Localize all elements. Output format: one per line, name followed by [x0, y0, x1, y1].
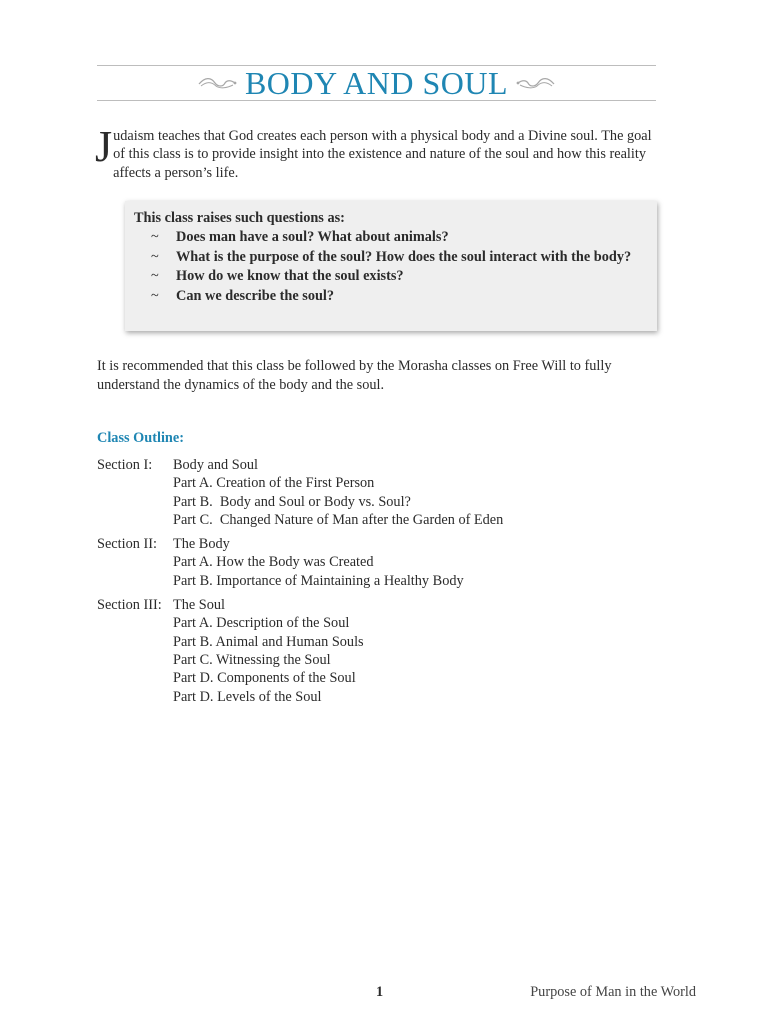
questions-intro: This class raises such questions as: — [134, 210, 345, 226]
page-number: 1 — [376, 984, 384, 1000]
tilde-bullet-icon: ~ — [151, 268, 159, 285]
outline-section-3 — [97, 596, 657, 706]
class-outline-heading: Class Outline: — [97, 430, 184, 446]
outline-part: Part C. Changed Nature of Man after the Garden of Eden — [173, 511, 504, 528]
intro-paragraph — [95, 122, 653, 182]
left-flourish-icon — [197, 75, 237, 91]
questions-list — [134, 228, 652, 306]
title-banner — [97, 66, 656, 100]
section-label: Section III: — [97, 597, 162, 614]
header-bottom-rule — [97, 100, 656, 101]
section-title: The Body — [173, 536, 230, 553]
outline-part: Part A. How the Body was Created — [173, 554, 374, 571]
page-title: BODY AND SOUL — [244, 65, 509, 101]
question-item: ~ Can we describe the soul? — [134, 287, 652, 306]
outline-part: Part D. Levels of the Soul — [173, 688, 322, 705]
outline-section-2 — [97, 535, 657, 590]
section-label: Section II: — [97, 536, 157, 553]
class-outline — [97, 456, 657, 712]
right-flourish-icon — [516, 75, 556, 91]
section-body — [173, 535, 464, 590]
section-title: Body and Soul — [173, 457, 258, 473]
outline-part: Part A. Creation of the First Person — [173, 475, 375, 492]
outline-part: Part B. Body and Soul or Body vs. Soul? — [173, 493, 411, 510]
recommendation-paragraph: It is recommended that this class be followed by the Morasha classes on Free Will to fully understand the dynamics of the body and the soul. — [97, 358, 612, 394]
footer-book-title: Purpose of Man in the World — [530, 984, 696, 1000]
outline-part: Part B. Importance of Maintaining a Healthy Body — [173, 572, 464, 589]
question-item: ~ How do we know that the soul exists? — [134, 267, 652, 286]
outline-part: Part A. Description of the Soul — [173, 615, 350, 632]
tilde-bullet-icon: ~ — [151, 248, 159, 265]
question-item: ~ Does man have a soul? What about animals? — [134, 228, 652, 247]
tilde-bullet-icon: ~ — [151, 287, 159, 304]
question-item: ~ What is the purpose of the soul? How does the soul interact with the body? — [134, 248, 652, 267]
section-body — [173, 596, 364, 706]
questions-box — [125, 201, 657, 331]
outline-part: Part D. Components of the Soul — [173, 670, 356, 687]
section-title: The Soul — [173, 597, 226, 614]
tilde-bullet-icon: ~ — [151, 229, 159, 246]
intro-text: udaism teaches that God creates each person with a physical body and a Divine soul. The goal of this class is to provide insight into the existence and nature of the soul and how this reality affects a person’s life. — [113, 128, 652, 181]
outline-section-1 — [97, 456, 657, 529]
section-body — [173, 456, 503, 529]
drop-cap: J — [95, 122, 113, 171]
outline-part: Part C. Witnessing the Soul — [173, 651, 331, 668]
section-label: Section I: — [97, 457, 153, 473]
outline-part: Part B. Animal and Human Souls — [173, 633, 364, 650]
